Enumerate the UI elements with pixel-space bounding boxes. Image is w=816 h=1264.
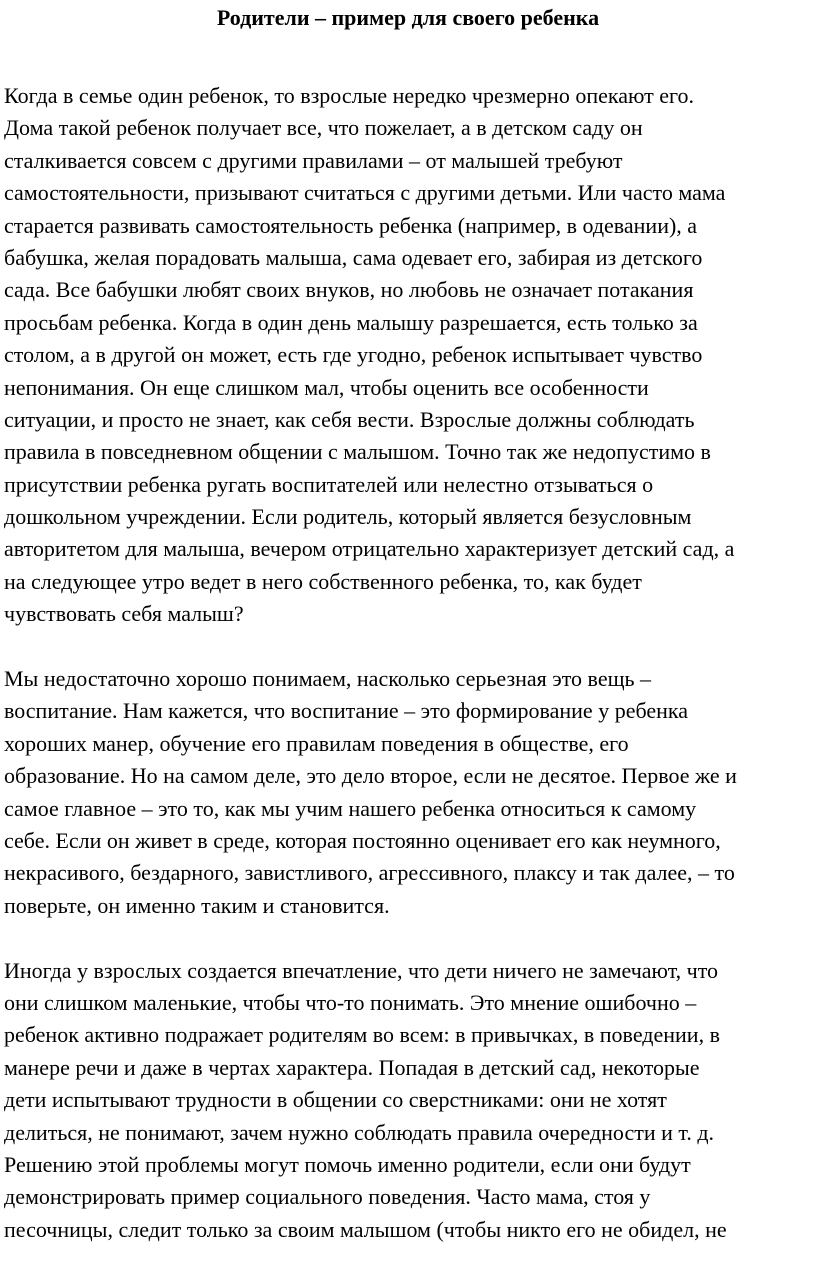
text-line: Когда в семье один ребенок, то взрослые нередко чрезмерно опекают его.: [4, 83, 694, 108]
text-line: дошкольном учреждении. Если родитель, который является безусловным: [4, 504, 692, 530]
document-title: Родители – пример для своего ребенка: [216, 5, 600, 30]
text-line: самое главное – это то, как мы учим нашего ребенка относиться к самому: [4, 795, 697, 821]
paragraph: [4, 80, 816, 631]
text-line: самостоятельности, призывают считаться с другими детьми. Или часто мама: [4, 180, 726, 206]
text-line: правила в повседневном общении с малышом. Точно так же недопустимо в: [4, 439, 711, 465]
text-line: Мы недостаточно хорошо понимаем, насколько серьезная это вещь –: [4, 666, 652, 692]
text-line: образование. Но на самом деле, это дело второе, если не десятое. Первое же и: [4, 763, 737, 789]
paragraph: [4, 663, 816, 922]
text-line: авторитетом для малыша, вечером отрицательно характеризует детский сад, а: [4, 536, 735, 562]
text-line: воспитание. Нам кажется, что воспитание – это формирование у ребенка: [4, 698, 689, 724]
text-line: дети испытывают трудности в общении со сверстниками: они не хотят: [4, 1087, 667, 1113]
text-line: чувствовать себя малыш?: [4, 601, 244, 627]
document-body: [4, 80, 816, 1264]
text-line: поверьте, он именно таким и становится.: [4, 892, 390, 918]
text-line: Иногда у взрослых создается впечатление, что дети ничего не замечают, что: [4, 957, 719, 983]
text-line: непонимания. Он еще слишком мал, чтобы оценить все особенности: [4, 374, 649, 400]
text-line: столом, а в другой он может, есть где угодно, ребенок испытывает чувство: [4, 342, 703, 368]
text-line: присутствии ребенка ругать воспитателей или нелестно отзываться о: [4, 471, 654, 497]
text-line: хороших манер, обучение его правилам поведения в обществе, его: [4, 730, 629, 756]
text-line: Решению этой проблемы могут помочь именно родители, если они будут: [4, 1151, 691, 1177]
text-line: песочницы, следит только за своим малышом (чтобы никто его не обидел, не: [4, 1216, 727, 1242]
text-line: демонстрировать пример социального поведения. Часто мама, стоя у: [4, 1184, 651, 1210]
text-line: бабушка, желая порадовать малыша, сама одевает его, забирая из детского: [4, 244, 703, 270]
text-line: на следующее утро ведет в него собственного ребенка, то, как будет: [4, 568, 642, 594]
text-line: ситуации, и просто не знает, как себя вести. Взрослые должны соблюдать: [4, 406, 695, 432]
text-line: Дома такой ребенок получает все, что пожелает, а в детском саду он: [4, 115, 643, 141]
text-line: сада. Все бабушки любят своих внуков, но любовь не означает потакания: [4, 277, 694, 303]
text-line: делиться, не понимают, зачем нужно соблюдать правила очередности и т. д.: [4, 1119, 715, 1145]
text-line: старается развивать самостоятельность ребенка (например, в одевании), а: [4, 212, 698, 238]
text-line: просьбам ребенка. Когда в один день малышу разрешается, есть только за: [4, 309, 698, 335]
text-line: себе. Если он живет в среде, которая постоянно оценивает его как неумного,: [4, 827, 721, 853]
text-line: сталкивается совсем с другими правилами – от малышей требуют: [4, 147, 623, 173]
text-line: они слишком маленькие, чтобы что-то понимать. Это мнение ошибочно –: [4, 989, 697, 1015]
paragraph: [4, 955, 816, 1247]
text-line: некрасивого, бездарного, завистливого, агрессивного, плаксу и так далее, – то: [4, 860, 735, 886]
text-line: ребенок активно подражает родителям во всем: в привычках, в поведении, в: [4, 1022, 720, 1048]
text-line: манере речи и даже в чертах характера. Попадая в детский сад, некоторые: [4, 1054, 700, 1080]
